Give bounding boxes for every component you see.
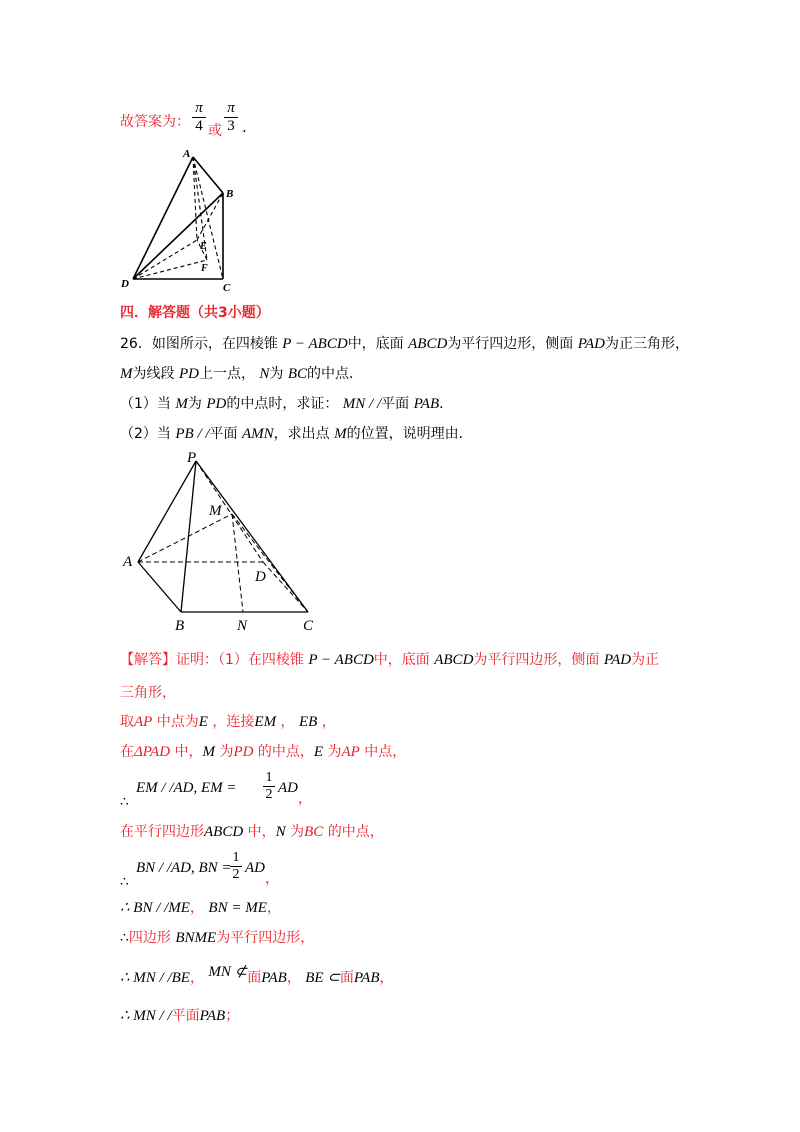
math-expr: AP [341, 744, 360, 760]
math-expr: N [275, 824, 286, 840]
math-expr: MN / / [342, 396, 382, 412]
stem-text: 上一点， [198, 366, 255, 382]
math-expr: ABCD [204, 824, 244, 840]
solution-text: 面 [247, 970, 262, 986]
math-expr: AD [245, 860, 265, 876]
section-heading: 四．解答题（共3小题） [120, 305, 270, 321]
solution-text: ， [286, 970, 301, 986]
stem-text: 中，底面 [347, 336, 404, 352]
question-2 [120, 424, 473, 444]
solution-text: ， [189, 970, 204, 986]
problem-stem-line-1 [120, 334, 689, 354]
solution-text: 为 [327, 744, 342, 760]
solution-line-3 [120, 712, 336, 732]
fraction-denominator: 2 [232, 867, 240, 882]
label-C: C [223, 282, 231, 294]
stem-text: 为 [269, 366, 284, 382]
label-B: B [175, 618, 185, 634]
solution-text: 的中点， [257, 744, 314, 760]
label-N: N [237, 618, 248, 634]
stem-text: 如图所示，在四棱锥 [151, 336, 278, 352]
solution-text: ， [321, 714, 336, 730]
math-expr: PAB [261, 970, 287, 986]
math-expr: PAB [199, 1008, 226, 1024]
stem-text: 为线段 [132, 366, 175, 382]
solution-line-1 [120, 650, 659, 670]
math-expr: ΔPAD [134, 744, 171, 760]
solution-text: 中， [174, 744, 203, 760]
solution-text: 在 [120, 744, 134, 760]
solution-text: 四边形 [128, 930, 171, 946]
math-expr: M [175, 396, 188, 412]
label-F: F [201, 263, 208, 274]
solution-text: 为平行四边形，侧面 [473, 652, 600, 668]
question-text: ． [439, 396, 454, 412]
question-text: （1）当 [120, 396, 171, 412]
math-expr: BE ⊂ [305, 970, 340, 986]
answer-or: 或 [208, 123, 222, 139]
solution-text: ， [379, 970, 394, 986]
solution-line-11 [120, 1006, 239, 1026]
math-expr: M [120, 366, 133, 382]
math-expr: PD [233, 744, 254, 760]
question-1 [120, 394, 453, 414]
math-expr: BN / /AD, BN = [136, 860, 232, 876]
label-C: C [303, 618, 314, 634]
math-expr: PAB [413, 396, 440, 412]
stem-text: 为平行四边形，侧面 [447, 336, 574, 352]
edge-PC [196, 461, 308, 612]
solution-text: 为 [290, 824, 305, 840]
solution-text: 中点， [364, 744, 407, 760]
figure-2-pyramid [115, 448, 330, 636]
edge-AB [138, 562, 181, 612]
answer-fraction-2 [224, 100, 238, 135]
problem-stem-line-2 [120, 364, 363, 384]
fraction-1-denominator: 4 [195, 118, 203, 134]
fraction-numerator: 1 [230, 850, 242, 867]
fraction-1-numerator: π [192, 100, 206, 118]
solution-text: ， [280, 714, 295, 730]
math-expr: M [202, 744, 215, 760]
math-expr: BC [287, 366, 308, 382]
math-expr: PAD [577, 336, 605, 352]
stem-text: 的中点． [307, 366, 364, 382]
therefore-symbol: ∴ [120, 930, 129, 946]
solution-text: 在平行四边形 [120, 824, 204, 840]
math-expr: BNME [175, 930, 217, 946]
answer-fraction-1 [192, 100, 206, 135]
question-text: 的中点时，求证： [226, 396, 339, 412]
question-text: 平面 [209, 426, 238, 442]
fraction-2-denominator: 3 [227, 118, 235, 134]
label-B: B [226, 188, 234, 200]
label-A: A [183, 148, 191, 160]
math-expr: AP [134, 714, 153, 730]
label-P: P [187, 450, 197, 466]
solution-text: 为平行四边形， [216, 930, 315, 946]
math-expr: ∴ BN / /ME [120, 900, 190, 916]
math-expr: N [259, 366, 270, 382]
math-expr: BN = ME [208, 900, 267, 916]
solution-line-2: 三角形， [120, 685, 176, 701]
question-text: ，求出点 [273, 426, 330, 442]
math-expr: EM [254, 714, 277, 730]
edge-DB [133, 193, 223, 279]
math-expr: E [313, 744, 324, 760]
fraction-numerator: 1 [263, 770, 275, 787]
math-expr: ∴ MN / /BE [120, 970, 190, 986]
label-D: D [121, 278, 129, 290]
math-expr: E [198, 714, 208, 730]
math-expr: PAD [603, 652, 632, 668]
dashed-AE [193, 157, 197, 240]
math-expr: ∴ MN / / [120, 1008, 172, 1024]
question-text: 为 [187, 396, 202, 412]
math-expr: EB [298, 714, 318, 730]
problem-number: 26． [120, 336, 152, 352]
comma: ， [265, 871, 279, 887]
dashed-PD [196, 461, 263, 562]
question-text: 的位置，说明理由． [346, 426, 473, 442]
solution-text: ； [225, 1008, 240, 1024]
solution-text: 中， [247, 824, 276, 840]
fraction-2-numerator: π [224, 100, 238, 118]
label-M: M [209, 503, 222, 519]
solution-line-4 [120, 742, 406, 762]
label-A: A [123, 554, 133, 570]
solution-text: 的中点， [327, 824, 384, 840]
fraction-half [263, 770, 275, 803]
therefore-symbol: ∴ [120, 874, 129, 890]
math-expr: PD [178, 366, 199, 382]
math-expr: AD [278, 780, 298, 796]
math-expr: PD [206, 396, 227, 412]
math-expr: M [334, 426, 347, 442]
stem-text: 为正三角形， [605, 336, 689, 352]
solution-text: 中点为 [156, 714, 199, 730]
question-text: 平面 [381, 396, 410, 412]
math-expr: EM / /AD, EM = [136, 780, 237, 796]
solution-text: 中，底面 [373, 652, 430, 668]
solution-tag: 【解答】 [120, 652, 176, 668]
math-expr: PB / / [175, 426, 210, 442]
fraction-half [230, 850, 242, 883]
question-text: （2）当 [120, 426, 171, 442]
dashed-MC [232, 514, 308, 612]
math-expr: P − ABCD [308, 652, 374, 668]
solution-text: 为 [219, 744, 234, 760]
therefore-symbol: ∴ [120, 794, 129, 810]
solution-line-10 [120, 964, 394, 988]
math-expr: BC [304, 824, 324, 840]
answer-prefix: 故答案为： [120, 114, 190, 130]
solution-text: ， [266, 900, 281, 916]
math-expr: PAB [353, 970, 380, 986]
solution-text: 面 [339, 970, 354, 986]
comma: ， [298, 791, 312, 807]
solution-line-8 [120, 898, 281, 918]
solution-text: ， [189, 900, 204, 916]
dashed-DC [263, 562, 308, 612]
solution-text: 为正 [631, 652, 660, 668]
solution-text: ，连接 [212, 714, 255, 730]
figure-1-tetrahedron [115, 145, 245, 295]
math-expr: MN ⊄ [208, 964, 248, 980]
math-expr: AMN [242, 426, 274, 442]
math-expr: ABCD [408, 336, 448, 352]
label-E: E [200, 241, 207, 252]
math-expr: P − ABCD [282, 336, 348, 352]
solution-line-9 [120, 928, 314, 948]
solution-text: 证明：（1）在四棱锥 [176, 652, 304, 668]
math-expr: ABCD [434, 652, 474, 668]
solution-line-6 [120, 822, 384, 842]
solution-text: 取 [120, 714, 134, 730]
dashed-EB [197, 193, 223, 240]
label-D: D [255, 569, 266, 585]
solution-text: 平面 [171, 1008, 200, 1024]
answer-end: . [242, 118, 247, 136]
dashed-DF [133, 260, 207, 279]
fraction-denominator: 2 [265, 787, 273, 802]
